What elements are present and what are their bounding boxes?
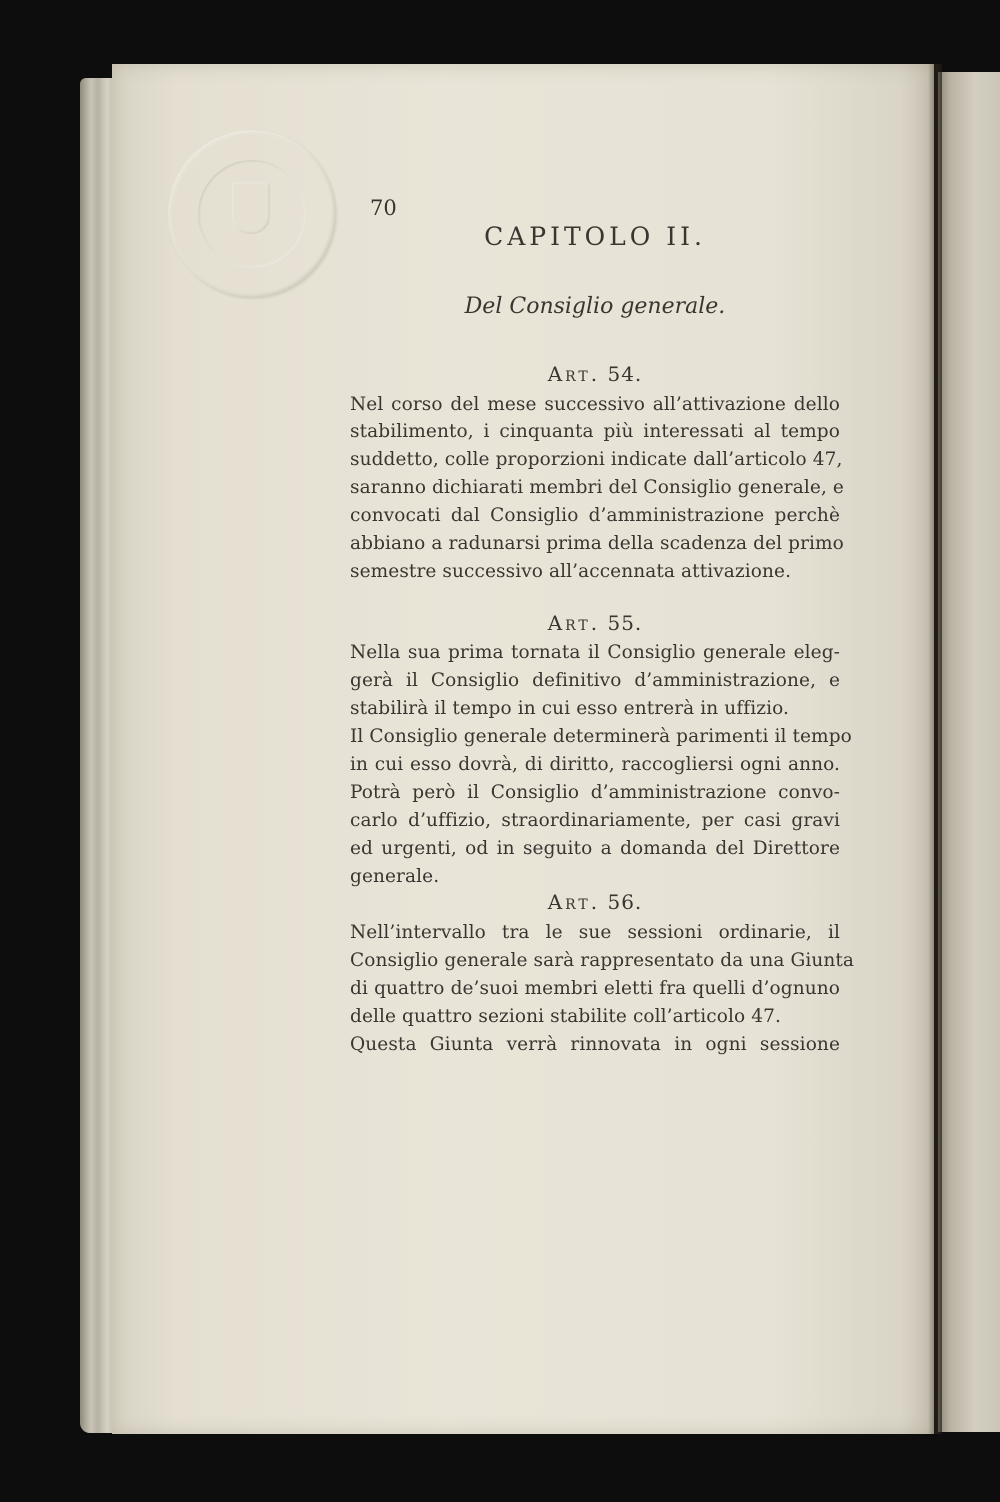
text-line: stabilimento, i cinquanta più interessati al tempo bbox=[350, 421, 840, 442]
seal-shield-icon bbox=[232, 182, 270, 234]
book-gutter bbox=[928, 64, 942, 1434]
text-line: Nella sua prima tornata il Consiglio generale eleg- bbox=[350, 642, 840, 663]
text-line: suddetto, colle proporzioni indicate dall’articolo 47, bbox=[350, 449, 843, 470]
text-line: Nell’intervallo tra le sue sessioni ordinarie, il bbox=[350, 922, 840, 943]
text-line: stabilirà il tempo in cui esso entrerà in uffizio. bbox=[350, 698, 789, 719]
text-line: semestre successivo all’accennata attivazione. bbox=[350, 561, 792, 582]
text-line: saranno dichiarati membri del Consiglio generale, e bbox=[350, 477, 844, 498]
text-line: generale. bbox=[350, 866, 440, 887]
page-number: 70 bbox=[370, 196, 397, 220]
text-line: delle quattro sezioni stabilite coll’articolo 47. bbox=[350, 1006, 781, 1027]
embossed-seal bbox=[168, 130, 336, 298]
text-line: Nel corso del mese successivo all’attivazione dello bbox=[350, 394, 840, 415]
article-number: 55. bbox=[607, 611, 643, 635]
text-line: ed urgenti, od in seguito a domanda del Direttore bbox=[350, 838, 840, 859]
text-line: in cui esso dovrà, di diritto, raccogliersi ogni anno. bbox=[350, 754, 840, 775]
text-line: convocati dal Consiglio d’amministrazione perchè bbox=[350, 505, 840, 526]
chapter-title: CAPITOLO II. bbox=[484, 222, 706, 251]
text-line: di quattro de’suoi membri eletti fra quelli d’ognuno bbox=[350, 978, 840, 999]
article-number: 56. bbox=[607, 890, 643, 914]
article-prefix: Art. bbox=[547, 890, 601, 914]
facing-page-edge bbox=[938, 72, 1000, 1432]
text-line: gerà il Consiglio definitivo d’amministrazione, e bbox=[350, 670, 840, 691]
text-line: abbiano a radunarsi prima della scadenza del primo bbox=[350, 533, 844, 554]
text-line: Questa Giunta verrà rinnovata in ogni sessione bbox=[350, 1034, 840, 1055]
article-heading-55 bbox=[350, 611, 840, 635]
text-line: Potrà però il Consiglio d’amministrazione convo- bbox=[350, 782, 840, 803]
text-line: Il Consiglio generale determinerà parimenti il tempo bbox=[350, 726, 852, 747]
article-prefix: Art. bbox=[547, 611, 601, 635]
article-heading-56 bbox=[350, 890, 840, 914]
article-heading-54 bbox=[350, 362, 840, 386]
article-number: 54. bbox=[607, 362, 643, 386]
chapter-subtitle: Del Consiglio generale. bbox=[464, 294, 726, 319]
article-prefix: Art. bbox=[547, 362, 601, 386]
text-line: Consiglio generale sarà rappresentato da una Giunta bbox=[350, 950, 855, 971]
text-line: carlo d’uffizio, straordinariamente, per casi gravi bbox=[350, 810, 840, 831]
